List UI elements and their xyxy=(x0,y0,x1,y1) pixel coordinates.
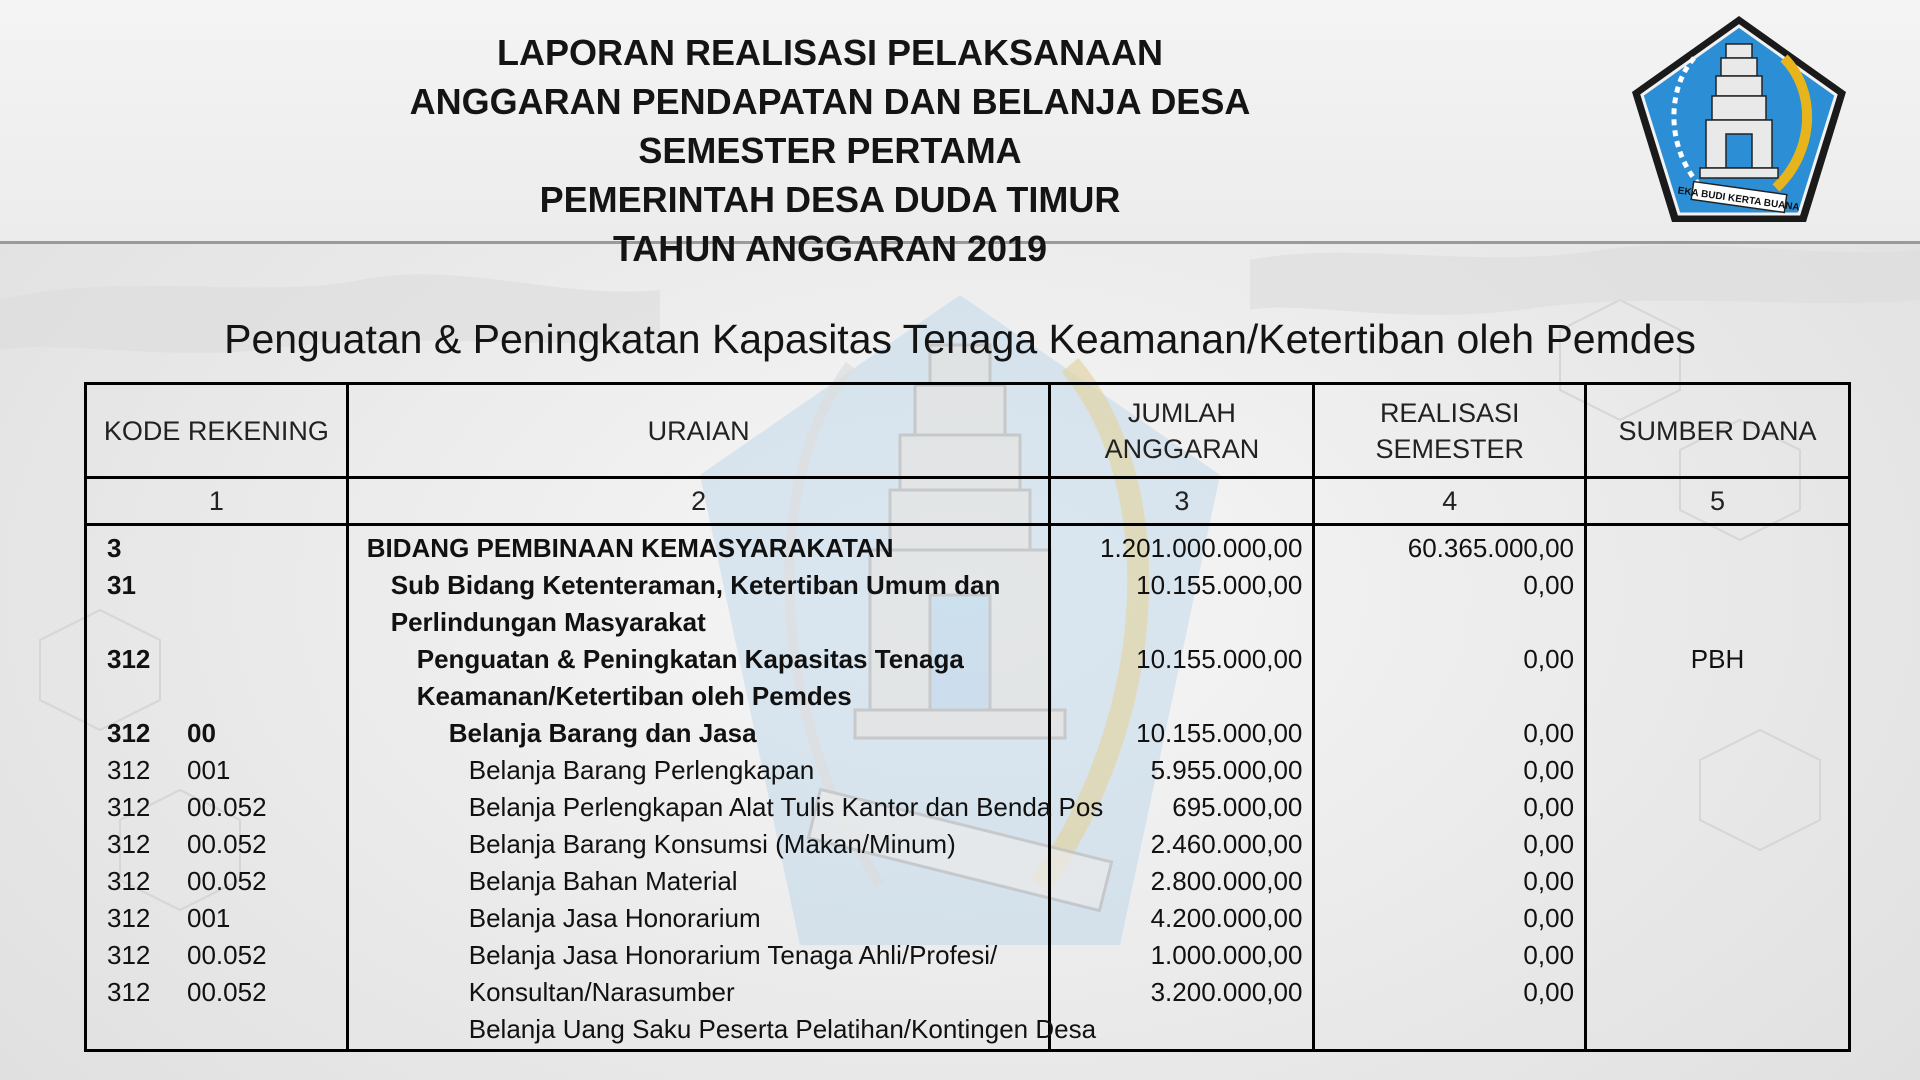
list-item xyxy=(87,678,346,715)
code-part-a: 312 xyxy=(107,829,151,859)
realisasi-value: 0,00 xyxy=(1523,792,1575,822)
sumber-column xyxy=(1586,525,1850,1051)
table-header-row xyxy=(86,384,1850,478)
header-kode-label: KODE REKENING xyxy=(103,415,329,446)
list-item xyxy=(87,567,346,604)
realisasi-value: 0,00 xyxy=(1523,977,1575,1007)
list-item xyxy=(87,752,346,789)
anggaran-value: 1.000.000,00 xyxy=(1150,940,1303,970)
sumber-value xyxy=(1587,567,1848,604)
uraian-item: Sub Bidang Ketenteraman, Ketertiban Umum dan xyxy=(390,570,1001,600)
code-part-b: 00.052 xyxy=(187,792,267,822)
list-item xyxy=(87,530,346,567)
uraian-item: Keamanan/Ketertiban oleh Pemdes xyxy=(416,681,852,711)
title-line-2: ANGGARAN PENDAPATAN DAN BELANJA DESA SEMESTER PERTAMA xyxy=(409,81,1251,171)
header-jumlah-line2: ANGGARAN xyxy=(1104,433,1260,464)
realisasi-value xyxy=(1315,678,1584,715)
code-part-a: 312 xyxy=(107,718,151,748)
header-realisasi-line2: SEMESTER xyxy=(1375,433,1524,464)
anggaran-value xyxy=(1051,678,1312,715)
header-jumlah xyxy=(1050,384,1314,478)
list-item xyxy=(87,604,346,641)
realisasi-value xyxy=(1315,604,1584,641)
header-realisasi xyxy=(1314,384,1586,478)
realisasi-value: 0,00 xyxy=(1523,866,1575,896)
budget-table xyxy=(84,382,1851,1052)
realisasi-value: 60.365.000,00 xyxy=(1407,533,1575,563)
header-sumber xyxy=(1586,384,1850,478)
code-part-a: 3 xyxy=(107,533,122,563)
list-item xyxy=(87,826,346,863)
realisasi-value: 0,00 xyxy=(1523,829,1575,859)
code-part-a: 312 xyxy=(107,755,151,785)
anggaran-value: 2.460.000,00 xyxy=(1150,829,1303,859)
uraian-item: Belanja Barang dan Jasa xyxy=(448,718,757,748)
list-item xyxy=(87,900,346,937)
uraian-item: Belanja Bahan Material xyxy=(468,866,738,896)
uraian-item: Belanja Jasa Honorarium xyxy=(468,903,761,933)
header-uraian xyxy=(347,384,1050,478)
title-line-3: PEMERINTAH DESA DUDA TIMUR xyxy=(539,179,1121,220)
table-body-row xyxy=(86,525,1850,1051)
uraian-item: Perlindungan Masyarakat xyxy=(390,607,706,637)
realisasi-value: 0,00 xyxy=(1523,940,1575,970)
anggaran-value: 4.200.000,00 xyxy=(1150,903,1303,933)
col-number-4: 4 xyxy=(1314,478,1586,525)
kode-column xyxy=(86,525,348,1051)
code-part-b: 00 xyxy=(187,718,216,748)
section-subtitle: Penguatan & Peningkatan Kapasitas Tenaga Keamanan/Ketertiban oleh Pemdes xyxy=(224,316,1696,362)
anggaran-value: 10.155.000,00 xyxy=(1136,718,1303,748)
code-part-b: 001 xyxy=(187,755,231,785)
uraian-item: Konsultan/Narasumber xyxy=(468,977,735,1007)
code-part-a: 312 xyxy=(107,940,151,970)
anggaran-value xyxy=(1051,604,1312,641)
anggaran-value: 2.800.000,00 xyxy=(1150,866,1303,896)
code-part-b: 00.052 xyxy=(187,866,267,896)
header-sumber-label: SUMBER DANA xyxy=(1618,415,1817,446)
regency-logo xyxy=(1626,10,1852,228)
realisasi-value: 0,00 xyxy=(1523,755,1575,785)
code-part-a: 312 xyxy=(107,903,151,933)
header-uraian-label: URAIAN xyxy=(647,415,750,446)
col-number-1: 1 xyxy=(86,478,348,525)
anggaran-value: 5.955.000,00 xyxy=(1150,755,1303,785)
uraian-item: Belanja Uang Saku Peserta Pelatihan/Kontingen Desa xyxy=(468,1014,1097,1044)
list-item xyxy=(87,641,346,678)
sumber-value: PBH xyxy=(1690,644,1745,674)
header-realisasi-line1: REALISASI xyxy=(1379,397,1520,428)
code-part-b: 00.052 xyxy=(187,977,267,1007)
title-line-4: TAHUN ANGGARAN 2019 xyxy=(612,228,1048,269)
logo-motto: EKA BUDI KERTA BUANA xyxy=(1677,185,1801,214)
sumber-value xyxy=(1587,530,1848,567)
report-title xyxy=(330,28,1330,273)
code-part-b: 00.052 xyxy=(187,829,267,859)
uraian-item: Belanja Barang Konsumsi (Makan/Minum) xyxy=(468,829,956,859)
list-item xyxy=(87,974,346,1011)
code-part-a: 312 xyxy=(107,644,151,674)
code-part-a: 312 xyxy=(107,866,151,896)
uraian-item: Belanja Barang Perlengkapan xyxy=(468,755,815,785)
col-number-2: 2 xyxy=(347,478,1050,525)
realisasi-value: 0,00 xyxy=(1523,718,1575,748)
header-kode xyxy=(86,384,348,478)
uraian-item: Penguatan & Peningkatan Kapasitas Tenaga xyxy=(416,644,964,674)
sumber-value xyxy=(1587,604,1848,641)
realisasi-value: 0,00 xyxy=(1523,570,1575,600)
uraian-column xyxy=(347,525,1104,1051)
code-part-a: 312 xyxy=(107,977,151,1007)
uraian-item: Belanja Perlengkapan Alat Tulis Kantor dan Benda Pos xyxy=(468,792,1104,822)
list-item xyxy=(87,715,346,752)
col-number-5: 5 xyxy=(1586,478,1850,525)
anggaran-value: 3.200.000,00 xyxy=(1150,977,1303,1007)
realisasi-column xyxy=(1314,525,1586,1051)
uraian-item: BIDANG PEMBINAAN KEMASYARAKATAN xyxy=(366,533,894,563)
anggaran-value: 10.155.000,00 xyxy=(1136,644,1303,674)
realisasi-value: 0,00 xyxy=(1523,644,1575,674)
header-jumlah-line1: JUMLAH xyxy=(1127,397,1236,428)
col-number-3: 3 xyxy=(1050,478,1314,525)
list-item xyxy=(87,937,346,974)
realisasi-value: 0,00 xyxy=(1523,903,1575,933)
anggaran-value: 695.000,00 xyxy=(1172,792,1303,822)
column-number-row xyxy=(86,478,1850,525)
anggaran-column xyxy=(1050,525,1314,1051)
list-item xyxy=(87,863,346,900)
anggaran-value: 10.155.000,00 xyxy=(1136,570,1303,600)
title-line-1: LAPORAN REALISASI PELAKSANAAN xyxy=(496,32,1164,73)
anggaran-value: 1.201.000.000,00 xyxy=(1099,533,1303,563)
uraian-item: Belanja Jasa Honorarium Tenaga Ahli/Profesi/ xyxy=(468,940,998,970)
code-part-a: 312 xyxy=(107,792,151,822)
code-part-b: 00.052 xyxy=(187,940,267,970)
code-part-b: 001 xyxy=(187,903,231,933)
code-part-a: 31 xyxy=(107,570,136,600)
list-item xyxy=(87,789,346,826)
